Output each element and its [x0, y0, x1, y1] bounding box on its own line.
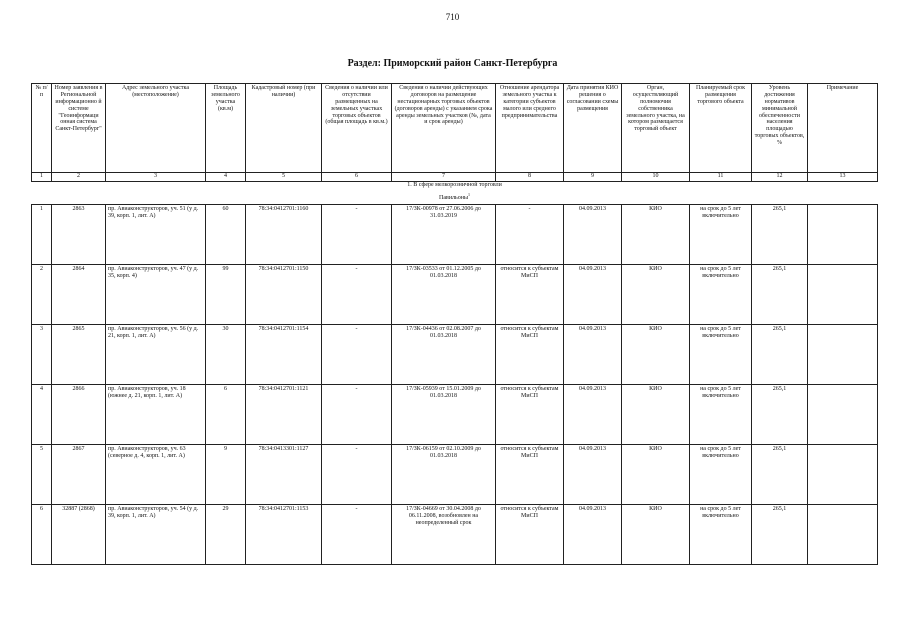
table-row: [32, 325, 878, 385]
application-number-cell: 2867: [52, 445, 106, 505]
tenant-category-cell: относится к субъектам МиСП: [496, 505, 564, 565]
placed-objects-cell: -: [322, 385, 392, 445]
column-header: Сведения о наличии действующих договоров на размещение нестационарных торговых объектов (договоров аренды) с указанием срока аренды земельных участков (№, дата и срок аренды): [392, 84, 496, 173]
planned-term-cell: на срок до 5 лет включительно: [690, 445, 752, 505]
column-number: 12: [752, 173, 808, 182]
column-header: Планируемый срок размещения торгового объекта: [690, 84, 752, 173]
note-cell: [808, 325, 878, 385]
row-number-cell: 3: [32, 325, 52, 385]
tenant-category-cell: -: [496, 205, 564, 265]
tenant-category-cell: относится к субъектам МиСП: [496, 445, 564, 505]
address-cell: пр. Авиаконструкторов, уч. 56 (у д. 21, корп. 1, лит. А): [106, 325, 206, 385]
table-row: [32, 385, 878, 445]
application-number-cell: 2866: [52, 385, 106, 445]
column-numbers-row: [32, 173, 878, 182]
address-cell: пр. Авиаконструкторов, уч. 63 (северное д. 4, корп. 1, лит. А): [106, 445, 206, 505]
contracts-cell: 17/ЗК-00978 от 27.06.2006 до 31.03.2019: [392, 205, 496, 265]
note-cell: [808, 505, 878, 565]
owner-authority-cell: КИО: [622, 445, 690, 505]
provision-level-cell: 265,1: [752, 385, 808, 445]
area-cell: 60: [206, 205, 246, 265]
column-header: Кадастровый номер (при наличии): [246, 84, 322, 173]
table-header: [32, 84, 878, 173]
column-header: Дата принятия КИО решения о согласовании схемы размещения: [564, 84, 622, 173]
decision-date-cell: 04.09.2013: [564, 265, 622, 325]
column-header: № п/п: [32, 84, 52, 173]
column-header: Орган, осуществляющий полномочия собственника земельного участка, на котором размещается торговый объект: [622, 84, 690, 173]
column-number: 4: [206, 173, 246, 182]
application-number-cell: 2864: [52, 265, 106, 325]
address-cell: пр. Авиаконструкторов, уч. 47 (у д. 35, корп. 4): [106, 265, 206, 325]
area-cell: 6: [206, 385, 246, 445]
address-cell: пр. Авиаконструкторов, уч. 18 (южнее д. 21, корп. 1, лит. А): [106, 385, 206, 445]
column-header: Номер заявления в Региональной информационно й системе "Геоинформаци онная система Санкт-Петербург": [52, 84, 106, 173]
tenant-category-cell: относится к субъектам МиСП: [496, 325, 564, 385]
placed-objects-cell: -: [322, 505, 392, 565]
row-number-cell: 4: [32, 385, 52, 445]
group-title-row: [32, 182, 878, 194]
column-number: 6: [322, 173, 392, 182]
column-number: 5: [246, 173, 322, 182]
column-header: Уровень достижения нормативов минимальной обеспеченности населения площадью торговых объектов, %: [752, 84, 808, 173]
subgroup-title: Павильоны: [438, 195, 468, 201]
cadastral-number-cell: 78:34:0412701:1150: [246, 265, 322, 325]
column-number: 10: [622, 173, 690, 182]
column-header: Сведения о наличии или отсутствии размещенных на земельных участках торговых объектов (общая площадь в кв.м.): [322, 84, 392, 173]
decision-date-cell: 04.09.2013: [564, 445, 622, 505]
tenant-category-cell: относится к субъектам МиСП: [496, 385, 564, 445]
decision-date-cell: 04.09.2013: [564, 205, 622, 265]
column-number: 11: [690, 173, 752, 182]
contracts-cell: 17/ЗК-03533 от 01.12.2005 до 01.03.2018: [392, 265, 496, 325]
column-header: Площадь земельного участка (кв.м): [206, 84, 246, 173]
provision-level-cell: 265,1: [752, 505, 808, 565]
cadastral-number-cell: 78:34:0412701:1121: [246, 385, 322, 445]
subgroup-footnote: 1: [468, 193, 470, 197]
column-number: 3: [106, 173, 206, 182]
column-number: 1: [32, 173, 52, 182]
page-number: 710: [445, 12, 460, 22]
placed-objects-cell: -: [322, 325, 392, 385]
application-number-cell: 2863: [52, 205, 106, 265]
decision-date-cell: 04.09.2013: [564, 505, 622, 565]
table-row: [32, 265, 878, 325]
trade-objects-table: [31, 83, 878, 565]
subgroup-title-cell: [32, 193, 878, 205]
table-body: [32, 173, 878, 565]
section-title: Раздел: Приморский район Санкт-Петербурга: [347, 58, 558, 69]
table-row: [32, 205, 878, 265]
placed-objects-cell: -: [322, 445, 392, 505]
column-number: 2: [52, 173, 106, 182]
owner-authority-cell: КИО: [622, 325, 690, 385]
cadastral-number-cell: 78:34:0412701:1154: [246, 325, 322, 385]
area-cell: 99: [206, 265, 246, 325]
column-header: Адрес земельного участка (местоположение): [106, 84, 206, 173]
owner-authority-cell: КИО: [622, 265, 690, 325]
table-row: [32, 505, 878, 565]
provision-level-cell: 265,1: [752, 325, 808, 385]
row-number-cell: 2: [32, 265, 52, 325]
application-number-cell: 32887 (2868): [52, 505, 106, 565]
address-cell: пр. Авиаконструкторов, уч. 51 (у д. 39, корп. 1, лит. А): [106, 205, 206, 265]
column-number: 7: [392, 173, 496, 182]
cadastral-number-cell: 78:34:0412701:1153: [246, 505, 322, 565]
header-row: [32, 84, 878, 173]
provision-level-cell: 265,1: [752, 265, 808, 325]
group-title: 1. В сфере мелкорозничной торговли: [32, 182, 878, 194]
note-cell: [808, 265, 878, 325]
tenant-category-cell: относится к субъектам МиСП: [496, 265, 564, 325]
cadastral-number-cell: 78:34:0412701:1160: [246, 205, 322, 265]
column-number: 8: [496, 173, 564, 182]
note-cell: [808, 205, 878, 265]
decision-date-cell: 04.09.2013: [564, 385, 622, 445]
row-number-cell: 5: [32, 445, 52, 505]
area-cell: 30: [206, 325, 246, 385]
row-number-cell: 1: [32, 205, 52, 265]
note-cell: [808, 385, 878, 445]
contracts-cell: 17/ЗК-04436 от 02.08.2007 до 01.03.2018: [392, 325, 496, 385]
column-number: 9: [564, 173, 622, 182]
area-cell: 29: [206, 505, 246, 565]
contracts-cell: 17/ЗК-05939 от 15.01.2009 до 01.03.2018: [392, 385, 496, 445]
provision-level-cell: 265,1: [752, 445, 808, 505]
table-row: [32, 445, 878, 505]
owner-authority-cell: КИО: [622, 205, 690, 265]
row-number-cell: 6: [32, 505, 52, 565]
column-number: 13: [808, 173, 878, 182]
planned-term-cell: на срок до 5 лет включительно: [690, 265, 752, 325]
owner-authority-cell: КИО: [622, 505, 690, 565]
placed-objects-cell: -: [322, 265, 392, 325]
placed-objects-cell: -: [322, 205, 392, 265]
column-header: Примечание: [808, 84, 878, 173]
provision-level-cell: 265,1: [752, 205, 808, 265]
planned-term-cell: на срок до 5 лет включительно: [690, 205, 752, 265]
contracts-cell: 17/ЗК-06159 от 02.10.2009 до 01.03.2018: [392, 445, 496, 505]
subgroup-title-row: [32, 193, 878, 205]
address-cell: пр. Авиаконструкторов, уч. 54 (у д. 39, корп. 1, лит. А): [106, 505, 206, 565]
planned-term-cell: на срок до 5 лет включительно: [690, 385, 752, 445]
note-cell: [808, 445, 878, 505]
decision-date-cell: 04.09.2013: [564, 325, 622, 385]
area-cell: 9: [206, 445, 246, 505]
owner-authority-cell: КИО: [622, 385, 690, 445]
cadastral-number-cell: 78:34:0413301:1127: [246, 445, 322, 505]
planned-term-cell: на срок до 5 лет включительно: [690, 505, 752, 565]
column-header: Отношение арендатора земельного участка к категории субъектов малого или среднего предпринимательства: [496, 84, 564, 173]
planned-term-cell: на срок до 5 лет включительно: [690, 325, 752, 385]
application-number-cell: 2865: [52, 325, 106, 385]
contracts-cell: 17/ЗК-04669 от 30.04.2008 до 06.11.2008, возобновлен на неопределенный срок: [392, 505, 496, 565]
